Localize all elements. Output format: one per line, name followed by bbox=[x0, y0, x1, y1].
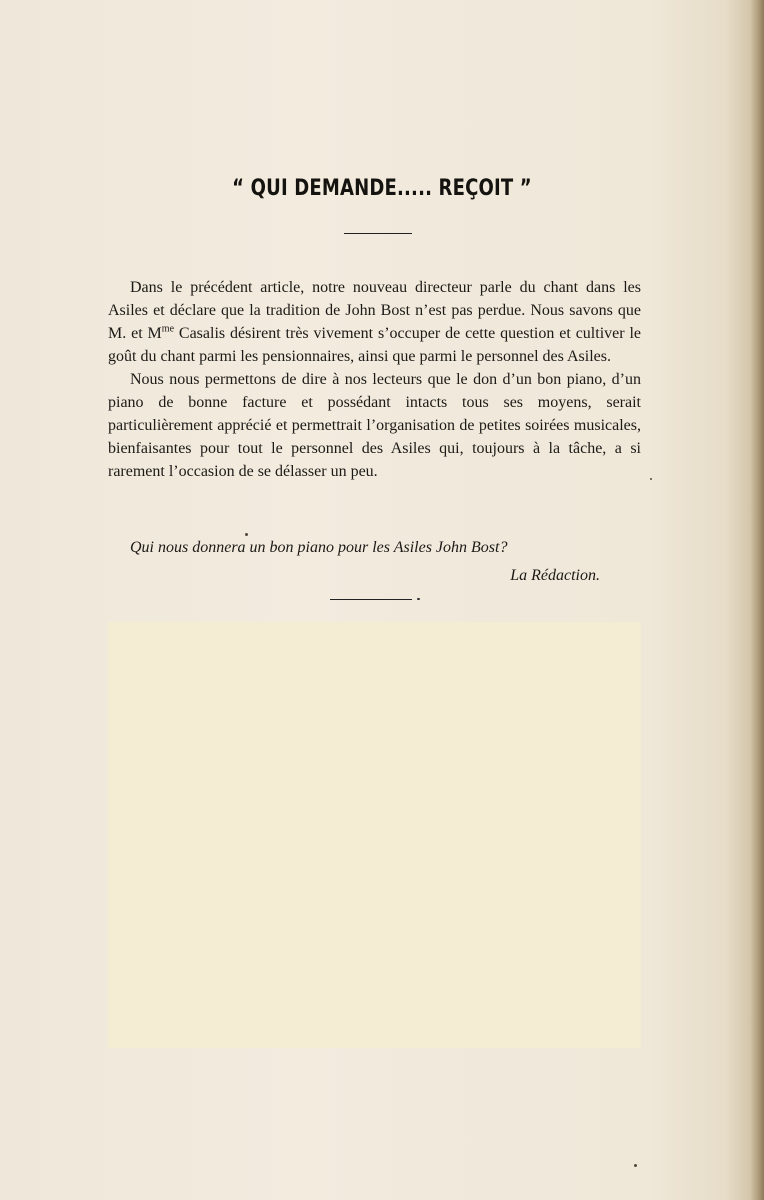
signature: La Rédaction. bbox=[510, 567, 600, 584]
paragraph-1 bbox=[108, 276, 641, 368]
paragraph-1-superscript: me bbox=[161, 323, 175, 335]
end-divider-dot bbox=[417, 598, 420, 600]
closing-question: Qui nous donnera un bon piano pour les Asiles John Bost? bbox=[130, 539, 508, 556]
title-divider bbox=[344, 233, 412, 234]
article-body bbox=[108, 276, 641, 483]
page-edge-shadow bbox=[750, 0, 764, 1200]
article-title: “ QUI DEMANDE..... REÇOIT ” bbox=[232, 176, 532, 201]
blank-area bbox=[108, 622, 641, 1048]
paragraph-1-text-a: Dans le précédent article, notre nouveau directeur parle du chant dans les Asiles et déclare que la tradition de John Bost n’est pas perdue. Nous savons que M. et M bbox=[108, 279, 641, 342]
end-divider bbox=[330, 599, 412, 600]
paragraph-1-text-b: Casalis désirent très vivement s’occuper de cette question et cultiver le goût du chant parmi les pensionnaires, ainsi que parmi le personnel des Asiles. bbox=[108, 325, 642, 365]
paragraph-2: Nous nous permettons de dire à nos lecteurs que le don d’un bon piano, d’un piano de bonne facture et possédant intacts tous ses moyens, serait particulièrement apprécié et permettrait l’organisation de petites soirées musicales, bienfaisantes pour tout le personnel des Asiles qui, toujours à la tâche, a si rarement l’occasion de se délasser un peu. bbox=[108, 371, 641, 480]
paper-speck bbox=[634, 1164, 637, 1167]
paper-speck bbox=[650, 478, 652, 480]
paper-speck bbox=[245, 533, 248, 536]
